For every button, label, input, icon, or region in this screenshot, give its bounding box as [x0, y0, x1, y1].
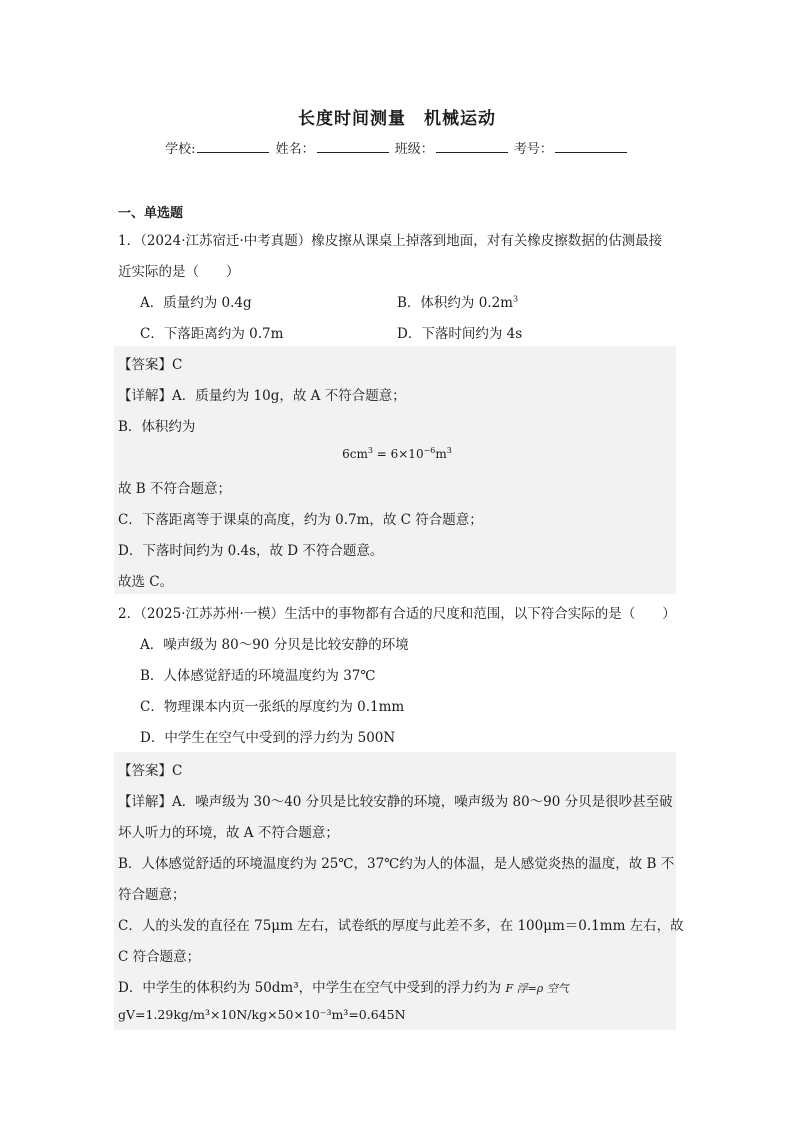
q1-formula-sup1: 3 — [367, 446, 373, 455]
q1-option-c: C．下落距离约为 0.7m — [140, 326, 284, 342]
student-info-line — [0, 138, 794, 157]
q1-option-d: D．下落时间约为 4s — [397, 326, 523, 342]
q1-detail-b: B．体积约为 — [118, 419, 196, 435]
q2-detail-c-line2: C 符合题意； — [118, 949, 201, 965]
q2-detail-a-line2: 坏人听力的环境，故 A 不符合题意； — [118, 825, 339, 841]
document-title: 长度时间测量 机械运动 — [298, 109, 496, 129]
q2-buoyancy-formula: F 浮=ρ 空气 — [505, 982, 569, 995]
number-blank[interactable] — [555, 140, 627, 153]
class-blank[interactable] — [436, 140, 508, 153]
q1-detail-c: C．下落距离等于课桌的高度，约为 0.7m，故 C 符合题意； — [118, 512, 483, 528]
number-label: 考号： — [513, 142, 553, 157]
q2-detail-b-line1: B．人体感觉舒适的环境温度约为 25℃，37℃约为人的体温，是人感觉炎热的温度，故 B 不 — [118, 856, 675, 872]
q2-option-a: A．噪声级为 80～90 分贝是比较安静的环境 — [140, 637, 409, 653]
q2-detail-d-text: D．中学生的体积约为 50dm³，中学生在空气中受到的浮力约为 — [118, 980, 502, 996]
q1-formula-sup3: 3 — [446, 446, 452, 455]
q2-detail-b-line2: 符合题意； — [118, 887, 186, 903]
school-blank[interactable] — [197, 140, 269, 153]
q1-formula-part2: = 6×10 — [372, 447, 424, 461]
q2-detail-c-line1: C．人的头发的直径在 75μm 左右，试卷纸的厚度与此差不多，在 100μm＝0.1mm 左右，故 — [118, 918, 684, 934]
q1-detail-b-conclusion: 故 B 不符合题意； — [118, 481, 232, 497]
q2-answer: 【答案】C — [118, 763, 183, 779]
school-label: 学校: — [165, 142, 196, 157]
q2-option-d: D．中学生在空气中受到的浮力约为 500N — [140, 730, 396, 746]
q1-option-a: A．质量约为 0.4g — [140, 295, 252, 311]
q1-option-b-sup: 3 — [512, 294, 519, 304]
name-blank[interactable] — [317, 140, 389, 153]
q1-answer: 【答案】C — [118, 357, 183, 373]
q1-stem-line1: 1．（2024·江苏宿迁·中考真题）橡皮擦从课桌上掉落到地面，对有关橡皮擦数据的估测最接 — [118, 233, 663, 249]
q1-option-b-text: B．体积约为 0.2m — [397, 295, 513, 311]
q1-detail-d: D．下落时间约为 0.4s，故 D 不符合题意。 — [118, 543, 384, 559]
name-label: 姓名： — [275, 142, 315, 157]
q1-option-b — [397, 291, 518, 311]
section-heading: 一、单选题 — [118, 206, 184, 221]
q2-option-c: C．物理课本内页一张纸的厚度约为 0.1mm — [140, 699, 405, 715]
q2-detail-d-line2: gV=1.29kg/m³×10N/kg×50×10⁻³m³=0.645N — [118, 1007, 406, 1022]
q1-formula — [0, 446, 794, 461]
q2-detail-a-line1: 【详解】A．噪声级为 30～40 分贝是比较安静的环境，噪声级为 80～90 分贝是很吵甚至破 — [118, 794, 673, 810]
q1-detail-a: 【详解】A．质量约为 10g，故 A 不符合题意； — [118, 388, 406, 404]
q1-formula-part1: 6cm — [342, 447, 368, 461]
q1-formula-sup2: −6 — [423, 446, 436, 455]
class-label: 班级： — [394, 142, 434, 157]
q1-choice: 故选 C。 — [118, 574, 174, 590]
q2-stem-line1: 2．（2025·江苏苏州·一模）生活中的事物都有合适的尺度和范围，以下符合实际的是（ ） — [118, 606, 676, 622]
q2-option-b: B．人体感觉舒适的环境温度约为 37℃ — [140, 668, 376, 684]
q1-formula-part3: m — [435, 447, 447, 461]
q2-detail-d-line1 — [118, 976, 569, 996]
q1-stem-line2: 近实际的是（ ） — [118, 264, 240, 280]
